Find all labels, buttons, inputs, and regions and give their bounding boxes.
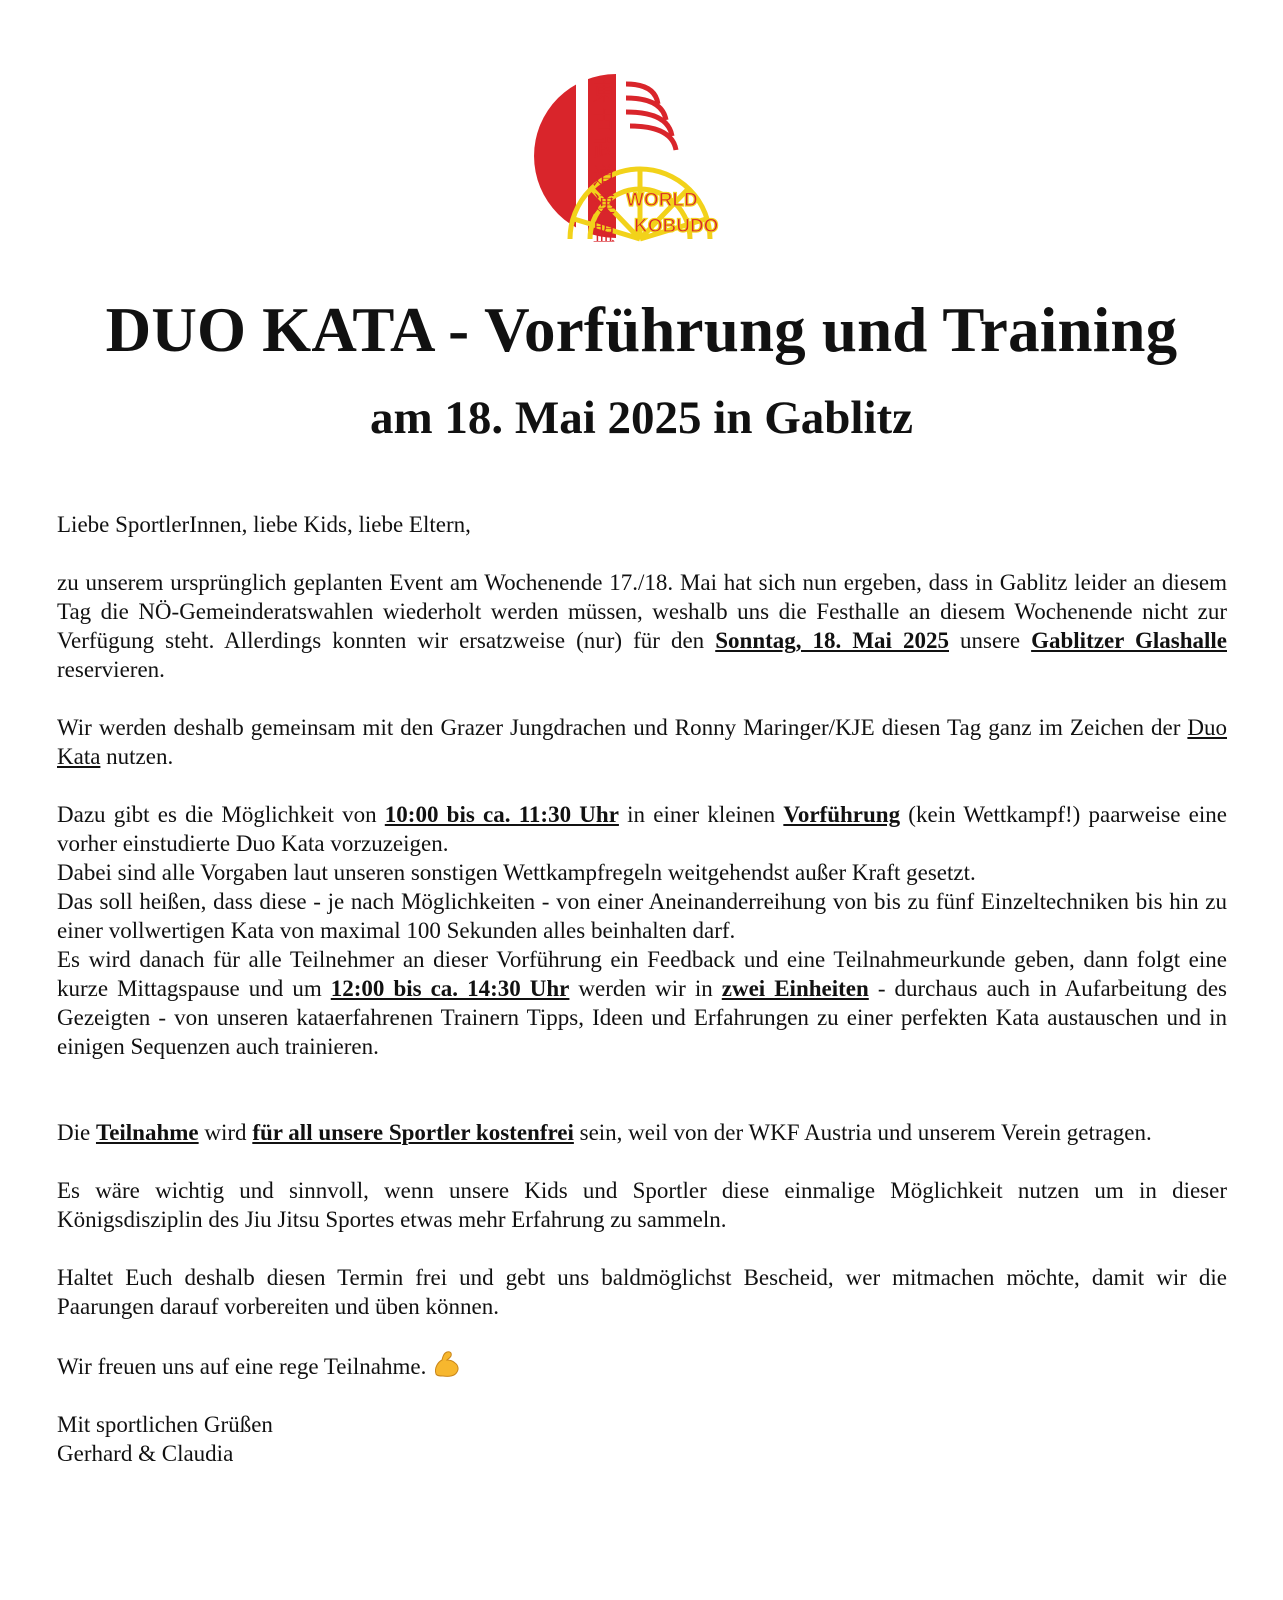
flexed-biceps-icon	[432, 1350, 462, 1378]
paragraph-duo-kata: Wir werden deshalb gemeinsam mit den Grazer Jungdrachen und Ronny Maringer/KJE diesen Tag ganz im Zeichen der Duo Kata nutzen.	[57, 715, 1227, 769]
page-title: DUO KATA - Vorführung und Training	[105, 295, 1178, 365]
kanji-6: 盟	[592, 220, 616, 246]
closing-line: Mit sportlichen Grüßen	[57, 1412, 273, 1437]
greeting: Liebe SportlerInnen, liebe Kids, liebe Eltern,	[57, 512, 471, 537]
kanji-2: 古	[592, 108, 616, 134]
paragraph-participation: Die Teilnahme wird für all unsere Sportler kostenfrei sein, weil von der WKF Austria und unserem Verein getragen.	[57, 1120, 1152, 1145]
world-kobudo-logo	[530, 64, 760, 274]
free-highlight: für all unsere Sportler kostenfrei	[252, 1120, 574, 1145]
paragraph-looking-forward: Wir freuen uns auf eine rege Teilnahme.	[57, 1350, 1227, 1381]
paragraph-training: Es wird danach für alle Teilnehmer an dieser Vorführung ein Feedback und eine Teilnahmeurkunde geben, dann folgt eine kurze Mittagspause und um 12:00 bis ca. 14:30 Uhr werden wir in zwei Einheiten - durchaus auch in Aufarbeitung des Gezeigten - von unseren kataerfahrenen Trainern Tipps, Ideen und Erfahrungen zu einer perfekten Kata austauschen und in einigen Sequenzen auch trainieren.	[57, 947, 1227, 1059]
kanji-4: 道	[592, 164, 616, 190]
paragraph-importance: Es wäre wichtig und sinnvoll, wenn unsere Kids und Sportler diese einmalige Möglichkeit nutzen um in dieser Königsdisziplin des Jiu Jitsu Sportes etwas mehr Erfahrung zu sammeln.	[57, 1178, 1227, 1232]
date-highlight: Sonntag, 18. Mai 2025	[715, 628, 949, 653]
paragraph-event-change: zu unserem ursprünglich geplanten Event am Wochenende 17./18. Mai hat sich nun ergeben, dass in Gablitz leider an diesem Tag die NÖ-Gemeinderatswahlen wiederholt werden müssen, weshalb uns die Festhalle an diesem Wochenende nicht zur Verfügung steht. Allerdings konnten wir ersatzweise (nur) für den Sonntag, 18. Mai 2025 unsere Gablitzer Glashalle reservieren.	[57, 570, 1227, 682]
letter-body	[57, 510, 1227, 1468]
kanji-3: 武	[592, 136, 616, 162]
participation-highlight: Teilnahme	[95, 1120, 199, 1145]
paragraph-demo-time: Dazu gibt es die Möglichkeit von 10:00 bis ca. 11:30 Uhr in einer kleinen Vorführung (kein Wettkampf!) paarweise eine vorher einstudierte Duo Kata vorzuzeigen.	[57, 802, 1227, 856]
logo-world: WORLD	[626, 190, 698, 211]
demo-time-highlight: 10:00 bis ca. 11:30 Uhr	[384, 802, 619, 827]
kanji-5: 連	[592, 192, 616, 218]
venue-highlight: Gablitzer Glashalle	[1031, 628, 1227, 653]
paragraph-reserve-date: Haltet Euch deshalb diesen Termin frei und gebt uns baldmöglichst Bescheid, wer mitmachen möchte, damit wir die Paarungen darauf vorbereiten und üben können.	[57, 1265, 1227, 1319]
duo-kata-underlined: Duo Kata	[57, 715, 1227, 769]
training-time-highlight: 12:00 bis ca. 14:30 Uhr	[330, 976, 570, 1001]
paragraph-rules: Dabei sind alle Vorgaben laut unseren sonstigen Wettkampfregeln weitgehendst außer Kraft gesetzt.	[57, 860, 976, 885]
kanji-1: 東	[592, 80, 616, 106]
demo-highlight: Vorführung	[783, 802, 901, 827]
signature: Gerhard & Claudia	[57, 1441, 234, 1466]
units-highlight: zwei Einheiten	[721, 976, 869, 1001]
page-subtitle: am 18. Mai 2025 in Gablitz	[369, 392, 914, 444]
logo-kobudo: KOBUDO	[634, 216, 719, 237]
paragraph-content: Das soll heißen, dass diese - je nach Möglichkeiten - von einer Aneinanderreihung von bis zu fünf Einzeltechniken bis hin zu einer vollwertigen Kata von maximal 100 Sekunden alles beinhalten darf.	[57, 889, 1227, 943]
